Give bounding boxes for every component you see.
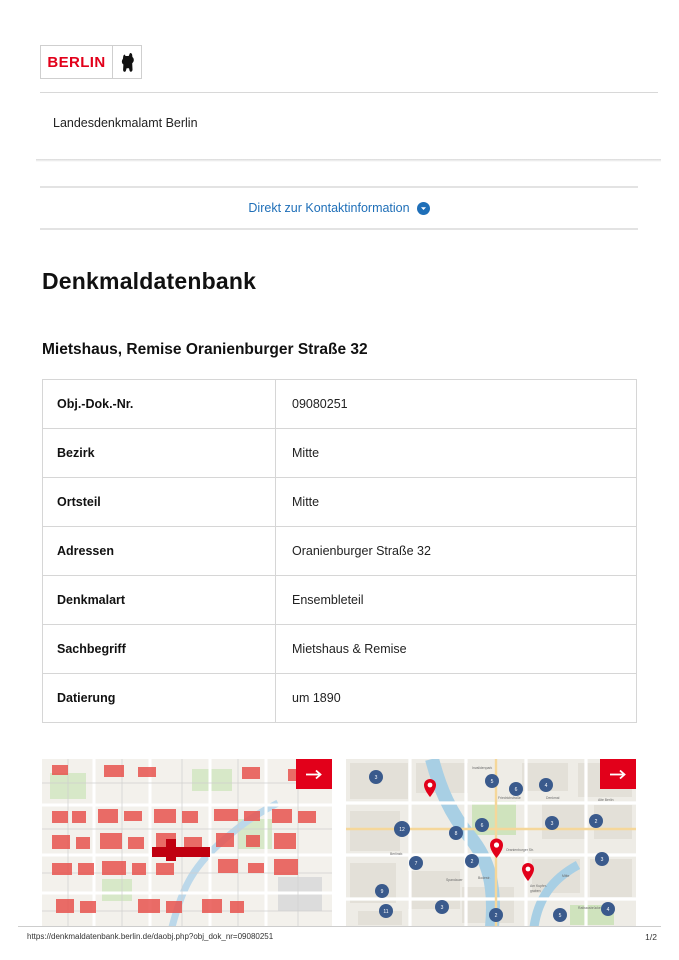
row-key: Datierung — [43, 674, 276, 723]
table-row — [43, 527, 637, 576]
svg-text:8: 8 — [454, 831, 458, 837]
svg-text:Mitte: Mitte — [562, 874, 570, 878]
header-shadow — [36, 159, 661, 162]
svg-text:2: 2 — [470, 859, 474, 865]
row-value: Oranienburger Straße 32 — [276, 527, 637, 576]
svg-text:12: 12 — [399, 827, 405, 833]
svg-text:Alte Berlin: Alte Berlin — [598, 798, 614, 802]
header-divider — [40, 92, 658, 93]
table-row — [43, 478, 637, 527]
contact-link-strip — [40, 186, 638, 230]
svg-text:5: 5 — [490, 779, 494, 785]
berlin-bear-icon — [112, 46, 141, 78]
svg-text:Denkmal: Denkmal — [546, 796, 560, 800]
footer-divider — [18, 926, 661, 927]
office-name: Landesdenkmalamt Berlin — [53, 116, 198, 130]
table-row — [43, 674, 637, 723]
row-key: Obj.-Dok.-Nr. — [43, 380, 276, 429]
table-row — [43, 380, 637, 429]
contact-info-link[interactable]: Direkt zur Kontaktinformation — [248, 201, 410, 215]
row-value: Mitte — [276, 478, 637, 527]
city-map-graphic — [346, 759, 636, 927]
footer-url: https://denkmaldatenbank.berlin.de/daobj.php?obj_dok_nr=09080251 — [27, 932, 274, 941]
berlin-logo — [40, 45, 142, 79]
map-thumbnails-row — [42, 759, 637, 927]
svg-text:2: 2 — [494, 913, 498, 919]
row-value: Mietshaus & Remise — [276, 625, 637, 674]
cadastral-map-graphic — [42, 759, 332, 927]
object-title: Mietshaus, Remise Oranienburger Straße 32 — [42, 341, 368, 358]
svg-text:Friedrichstraße: Friedrichstraße — [498, 796, 521, 800]
svg-text:5: 5 — [558, 913, 562, 919]
row-value: 09080251 — [276, 380, 637, 429]
svg-text:Berlinstr.: Berlinstr. — [390, 852, 404, 856]
arrow-right-icon — [609, 768, 627, 781]
svg-text:Rathausbrücke: Rathausbrücke — [578, 906, 601, 910]
svg-text:3: 3 — [550, 821, 554, 827]
svg-text:2: 2 — [594, 819, 598, 825]
svg-text:Spandauer: Spandauer — [446, 878, 463, 882]
cadastral-map-next-button[interactable] — [296, 759, 332, 789]
city-map-next-button[interactable] — [600, 759, 636, 789]
svg-text:6: 6 — [480, 823, 484, 829]
row-value: Ensembleteil — [276, 576, 637, 625]
svg-text:4: 4 — [606, 907, 610, 913]
arrow-right-icon — [305, 768, 323, 781]
object-details-table — [42, 379, 637, 723]
table-row — [43, 429, 637, 478]
svg-text:3: 3 — [374, 775, 378, 781]
row-key: Denkmalart — [43, 576, 276, 625]
svg-text:3: 3 — [600, 857, 604, 863]
arrow-down-circle-icon[interactable] — [417, 202, 430, 215]
contact-link-row[interactable] — [40, 188, 638, 228]
svg-text:Am Kupfer-: Am Kupfer- — [530, 884, 548, 888]
svg-text:Bodestr.: Bodestr. — [478, 876, 491, 880]
svg-text:Invalidenpark: Invalidenpark — [472, 766, 493, 770]
cadastral-map-thumbnail[interactable] — [42, 759, 332, 927]
svg-text:3: 3 — [440, 905, 444, 911]
berlin-logo-text: BERLIN — [47, 53, 106, 71]
svg-text:4: 4 — [544, 783, 548, 789]
row-key: Ortsteil — [43, 478, 276, 527]
svg-text:9: 9 — [380, 889, 384, 895]
row-key: Adressen — [43, 527, 276, 576]
row-value: um 1890 — [276, 674, 637, 723]
page-header — [18, 30, 661, 160]
footer-page-number: 1/2 — [645, 932, 657, 942]
city-map-thumbnail[interactable] — [346, 759, 636, 927]
svg-text:6: 6 — [514, 787, 518, 793]
row-key: Bezirk — [43, 429, 276, 478]
table-row — [43, 576, 637, 625]
strip-divider-bottom — [40, 228, 638, 230]
table-row — [43, 625, 637, 674]
svg-text:11: 11 — [383, 909, 389, 915]
page-title: Denkmaldatenbank — [42, 268, 257, 294]
svg-text:graben: graben — [530, 889, 541, 893]
row-value: Mitte — [276, 429, 637, 478]
svg-text:7: 7 — [414, 861, 418, 867]
svg-text:Oranienburger Str.: Oranienburger Str. — [506, 848, 534, 852]
row-key: Sachbegriff — [43, 625, 276, 674]
